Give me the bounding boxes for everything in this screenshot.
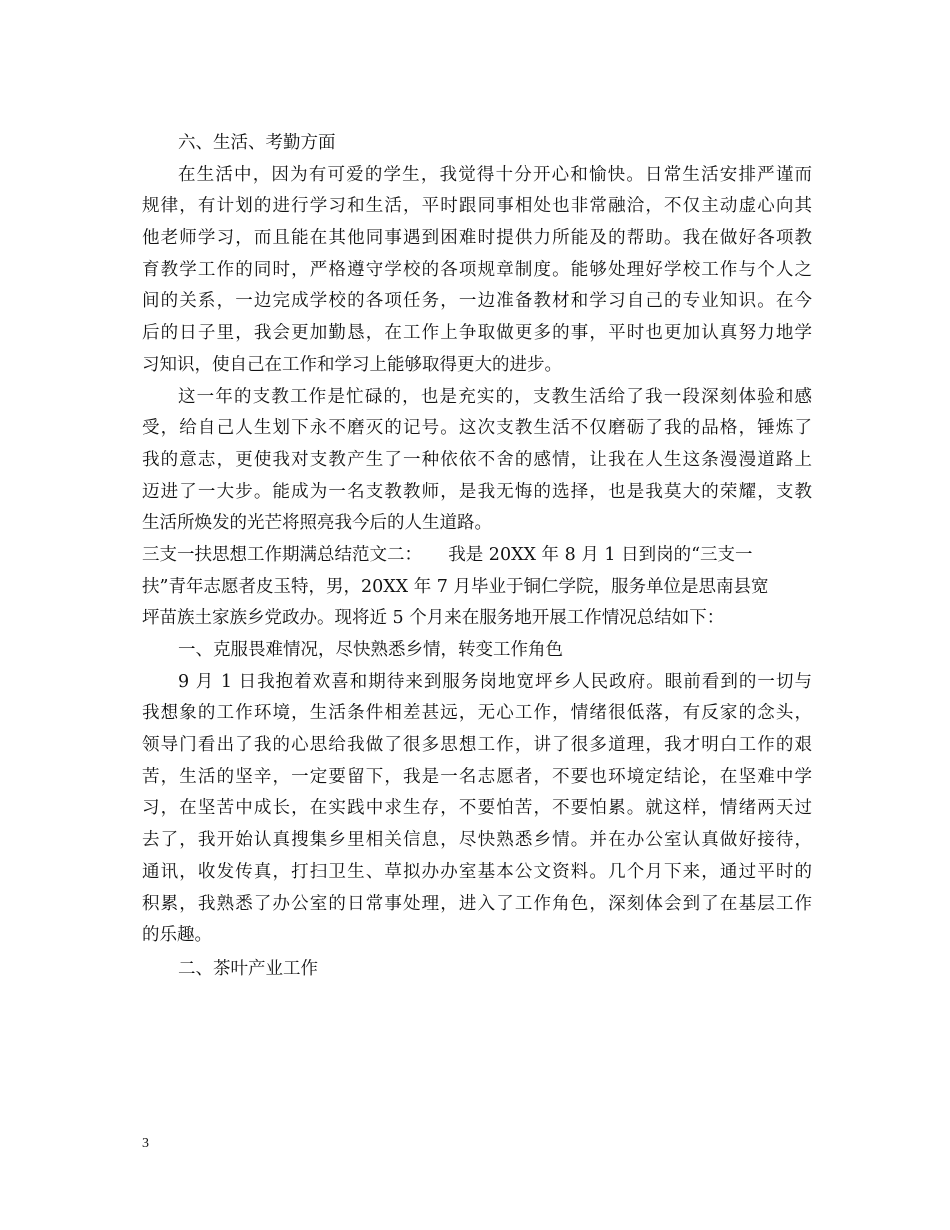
paragraph-line: 这一年的支教工作是忙碌的，也是充实的，支教生活给了我一段深刻体验和感: [178, 386, 812, 407]
paragraph-line: 规律，有计划的进行学习和生活，平时跟同事相处也非常融洽，不仅主动虚心向其: [142, 196, 812, 217]
paragraph-line: 积累，我熟悉了办公室的日常事处理，进入了工作角色，深刻体会到了在基层工作: [142, 893, 812, 914]
paragraph-line: 育教学工作的同时，严格遵守学校的各项规章制度。能够处理好学校工作与个人之: [142, 259, 812, 280]
paragraph-line: 的乐趣。: [142, 925, 212, 946]
paragraph-line: 通讯，收发传真，打扫卫生、草拟办办室基本公文资料。几个月下来，通过平时的: [142, 861, 812, 882]
sample-heading-line: 三支一扶思想工作期满总结范文二： 我是 20XX 年 8 月 1 日到岗的“三支一: [142, 544, 753, 565]
paragraph-line: 习，在坚苦中成长，在实践中求生存，不要怕苦，不要怕累。就这样，情绪两天过: [142, 798, 812, 819]
paragraph-line: 间的关系，一边完成学校的各项任务，一边准备教材和学习自己的专业知识。在今: [142, 291, 812, 312]
paragraph-line: 我的意志，更使我对支教产生了一种依依不舍的感情，让我在人生这条漫漫道路上: [142, 449, 812, 470]
section-heading-overcome-difficulties: 一、克服畏难情况，尽快熟悉乡情，转变工作角色: [178, 640, 563, 660]
paragraph-line: 迈进了一大步。能成为一名支教教师，是我无悔的选择，也是我莫大的荣耀，支教: [142, 481, 812, 502]
section-heading-tea-industry: 二、茶叶产业工作: [178, 958, 318, 979]
paragraph-line: 坪苗族土家族乡党政办。现将近 5 个月来在服务地开展工作情况总结如下：: [142, 608, 725, 629]
paragraph-line: 去了，我开始认真搜集乡里相关信息，尽快熟悉乡情。并在办公室认真做好接待，: [142, 830, 812, 851]
paragraph-line: 后的日子里，我会更加勤恳，在工作上争取做更多的事，平时也更加认真努力地学: [142, 323, 812, 344]
paragraph-line: 苦，生活的坚辛，一定要留下，我是一名志愿者，不要也环境定结论，在坚难中学: [142, 766, 812, 787]
paragraph-line: 习知识，使自己在工作和学习上能够取得更大的进步。: [142, 354, 562, 375]
page-number: 3: [142, 1136, 149, 1151]
paragraph-line: 领导门看出了我的心思给我做了很多思想工作，讲了很多道理，我才明白工作的艰: [142, 735, 812, 756]
paragraph-line: 生活所焕发的光芒将照亮我今后的人生道路。: [142, 513, 492, 534]
section-heading-life-attendance: 六、生活、考勤方面: [178, 133, 336, 153]
paragraph-line: 在生活中，因为有可爱的学生，我觉得十分开心和愉快。日常生活安排严谨而: [178, 164, 812, 185]
document-body: [142, 128, 812, 986]
paragraph-line: 9 月 1 日我抱着欢喜和期待来到服务岗地宽坪乡人民政府。眼前看到的一切与: [178, 671, 812, 692]
paragraph-line: 我想象的工作环境，生活条件相差甚远，无心工作，情绪很低落，有反家的念头，: [142, 703, 812, 724]
paragraph-line: 扶”青年志愿者皮玉特，男，20XX 年 7 月毕业于铜仁学院，服务单位是思南县宽: [142, 576, 769, 597]
paragraph-line: 受，给自己人生划下永不磨灭的记号。这次支教生活不仅磨砺了我的品格，锤炼了: [142, 418, 812, 439]
paragraph-line: 他老师学习，而且能在其他同事遇到困难时提供力所能及的帮助。我在做好各项教: [142, 228, 812, 249]
